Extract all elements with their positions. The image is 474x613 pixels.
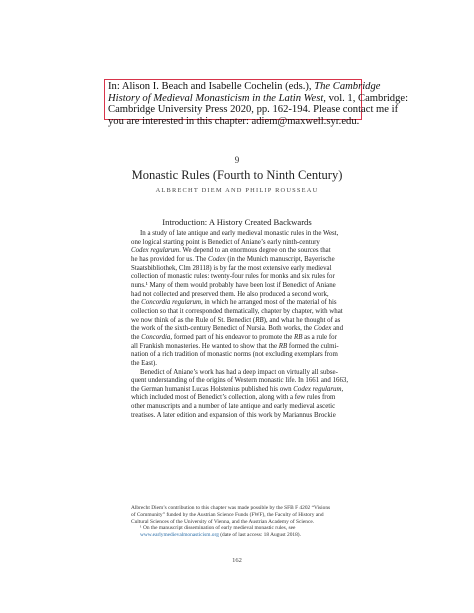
italic-text: RB [278,342,288,350]
notice-line [108,92,409,105]
text-run: the [131,299,142,307]
body-line [131,299,365,308]
chapter-authors: ALBRECHT DIEM AND PHILIP ROUSSEAU [155,187,319,194]
text-run: we now think of as the Rule of St. Benedict ( [131,316,256,324]
notice-line [108,116,358,128]
body-line [131,291,365,300]
footnotes [131,505,365,539]
text-run: nuns.¹ Many of them would probably have been lost if Benedict of Aniane [131,281,336,289]
body-line [131,265,365,274]
italic-text: Codex regularum [293,385,342,393]
body-line [131,334,365,343]
italic-text: Concordia regularum [141,299,201,307]
footnote-line [131,505,365,512]
text-run: the [131,333,142,341]
notice-text: In: Alison I. Beach and Isabelle Cochelin (eds.), [108,81,315,92]
body-line [131,412,365,421]
text-run: one logical starting point is Benedict of Aniane’s early ninth-century [131,238,320,246]
italic-text: Codex regularum [131,247,180,255]
notice-text: , vol. 1, Cambridge: [323,92,409,104]
notice-line [108,104,399,116]
italic-text: Codex [208,255,226,263]
body-line [131,325,365,334]
text-run: of Community” funded by the Austrian Science Funds (FWF), the Faculty of History and [131,511,324,518]
text-run: which included most of Benedict’s collection, along with a few rules from [131,394,336,402]
text-run: ), and what he thought of as [263,316,341,324]
body-line [131,230,365,239]
body-line [131,282,365,291]
section-heading: Introduction: A History Created Backwards [162,217,312,227]
text-run: ¹ On the manuscript dissemination of early medieval monastic rules, see [140,525,296,532]
text-run: quent understanding of the origins of Western monastic life. In 1661 and 1663, [131,377,349,385]
page-number: 162 [232,557,242,564]
chapter-title: Monastic Rules (Fourth to Ninth Century) [131,168,343,182]
body-line [131,273,365,282]
footnote-line [131,532,365,539]
notice-title-italic: The Cambridge [314,81,381,92]
text-run: Cultural Sciences of the University of Vienna, and the Austrian Academy of Science. [131,518,315,525]
text-run: the German humanist Lucas Holstenius published his own [131,385,294,393]
body-line [131,308,365,317]
text-run: all Frankish monasteries. He wanted to show that the [131,342,279,350]
body-line [131,256,365,265]
chapter-number: 9 [234,155,240,165]
text-run: collection so that it corresponded thematically, chapter by chapter, with what [131,307,343,315]
text-run: formed the culmi- [287,342,339,350]
text-run: had not collected and preserved them. He also produced a second work, [131,290,329,298]
italic-text: Concordia [141,333,171,341]
italic-text: RB [294,333,303,341]
body-line [131,386,365,395]
footnote-link[interactable]: www.earlymedievalmonasticism.org [140,532,219,539]
body-line [131,360,365,369]
body-line [131,377,365,386]
footnote-line [131,512,365,519]
text-run: and [331,325,344,333]
body-line [131,403,365,412]
text-run: , [341,385,344,393]
text-run: nation of a rich tradition of monastic norms (not excluding exemplars from [131,351,338,359]
body-line [131,351,365,360]
text-run: In a study of late antique and early medieval monastic rules in the West, [140,230,339,237]
text-run: Benedict of Aniane’s work has had a deep impact on virtually all subse- [140,368,338,376]
body-line [131,247,365,256]
italic-text: RB [255,316,264,324]
text-run: the work of the sixth-century Benedict of Nursia. Both works, the [131,325,314,333]
text-run: the East). [131,359,158,367]
text-run: . We depend to an enormous degree on the sources that [179,247,331,255]
download-notice-box [104,79,409,128]
body-line [131,394,365,403]
body-text [131,230,365,420]
body-line [131,343,365,352]
text-run: (in the Munich manuscript, Bayerische [225,255,335,263]
text-run: he has provided for us. The [131,255,208,263]
text-run: as a rule for [302,333,337,341]
body-line [131,239,365,248]
text-run: (date of last access: 18 August 2018). [218,532,301,539]
body-line [131,317,365,326]
body-line [131,369,365,378]
italic-text: Codex [313,325,332,333]
notice-text: Cambridge University Press 2020, pp. 162-194. Please contact me if [108,104,399,116]
notice-title-italic: History of Medieval Monasticism in the Latin West [108,92,324,104]
text-run: , in which he arranged most of the material of his [200,299,337,307]
notice-line [108,81,381,93]
text-run: Staatsbibliothek, Clm 28118) is by far the most extensive early medieval [131,264,332,272]
text-run: treatises. A later edition and expansion of this work by Mariannus Brockie [131,411,336,419]
text-run: other manuscripts and a number of late antique and early medieval ascetic [131,403,336,411]
text-run: , formed part of his endeavor to promote the [170,333,295,341]
text-run: Albrecht Diem’s contribution to this chapter was made possible by the SFB F 4202 “Visions [131,505,331,511]
text-run: collection of monastic rules: twenty-four rules for monks and six rules for [131,273,335,281]
notice-text: you are interested in this chapter: adiem@maxwell.syr.edu. [108,116,360,128]
